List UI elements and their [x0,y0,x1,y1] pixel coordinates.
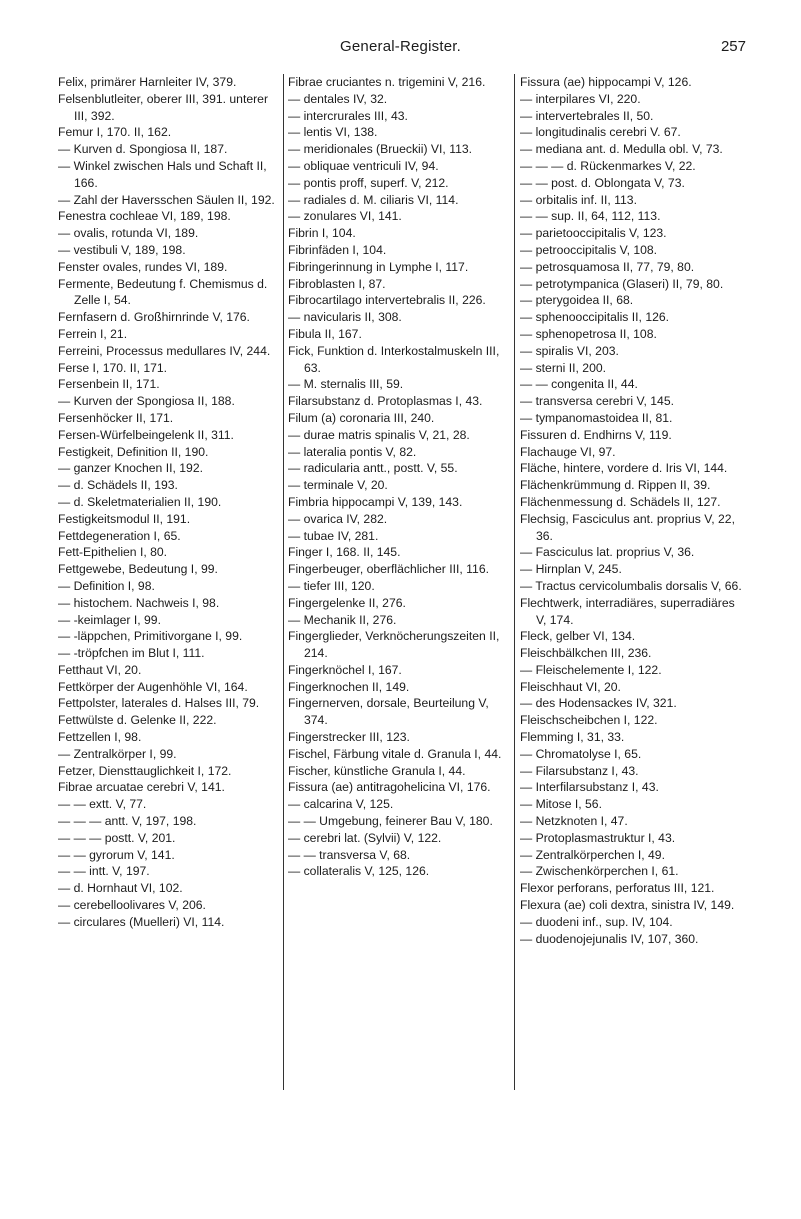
index-entry: Fingerknochen II, 149. [288,679,410,694]
index-entry: — mediana ant. d. Medulla obl. V, 73. [520,142,723,157]
index-entry: Filarsubstanz d. Protoplasmas I, 43. [288,394,483,409]
page-number: 257 [720,38,746,55]
index-entry: — Kurven d. Spongiosa II, 187. [58,142,228,157]
index-entry: — lateralia pontis V, 82. [288,444,417,459]
index-entry: — orbitalis inf. II, 113. [520,192,637,207]
index-entry: — obliquae ventriculi IV, 94. [288,158,439,173]
index-entry: Fissura (ae) hippocampi V, 126. [520,75,692,89]
index-entry: — — — antt. V, 197, 198. [58,814,197,829]
index-entry: — ovalis, rotunda VI, 189. [58,226,199,241]
index-entry: — ovarica IV, 282. [288,511,388,526]
index-entry: Fersen-Würfelbeingelenk II, 311. [58,427,234,442]
index-entry: Flechtwerk, interradiäres, superradiäres V, 174. [520,595,735,627]
index-entry: — zonulares VI, 141. [288,209,402,224]
index-entry: — des Hodensackes IV, 321. [520,696,677,711]
index-entry: Fettkörper der Augenhöhle VI, 164. [58,679,248,694]
index-entry: — circulares (Muelleri) VI, 114. [58,914,225,929]
index-entry: — sphenopetrosa II, 108. [520,326,657,341]
index-entry: — duodeni inf., sup. IV, 104. [520,914,673,929]
column-divider [514,74,515,1090]
index-entry: Felsenblutleiter, oberer III, 391. unterer III, 392. [58,91,269,123]
index-entry: — Tractus cervicolumbalis dorsalis V, 66. [520,578,742,593]
index-entry: — Mitose I, 56. [520,797,602,812]
register-columns [58,74,748,1174]
index-entry: — — post. d. Oblongata V, 73. [520,175,685,190]
index-entry: — Interfilarsubstanz I, 43. [520,780,659,795]
index-entry: Fibringerinnung in Lymphe I, 117. [288,259,469,274]
index-entry: Fetthaut VI, 20. [58,662,142,677]
index-entry: Fermente, Bedeutung f. Chemismus d. Zelle I, 54. [58,276,268,308]
register-column-3 [520,74,742,947]
index-entry: Fingergelenke II, 276. [288,595,406,610]
index-entry: — tubae IV, 281. [288,528,379,543]
index-entry: — tiefer III, 120. [288,578,375,593]
index-entry: Fingerbeuger, oberflächlicher III, 116. [288,562,489,577]
index-entry: — Hirnplan V, 245. [520,562,622,577]
index-entry: — longitudinalis cerebri V. 67. [520,125,681,140]
index-entry: — intercrurales III, 43. [288,108,408,123]
index-entry: — duodenojejunalis IV, 107, 360. [520,931,699,946]
index-entry: Fenster ovales, rundes VI, 189. [58,259,228,274]
index-entry: — — sup. II, 64, 112, 113. [520,209,661,224]
index-entry: Ferrein I, 21. [58,326,128,341]
index-entry: Flechsig, Fasciculus ant. proprius V, 22, 36. [520,511,735,543]
index-entry: Fimbria hippocampi V, 139, 143. [288,494,463,509]
index-entry: — Mechanik II, 276. [288,612,397,627]
index-entry: Fernfasern d. Großhirnrinde V, 176. [58,310,250,325]
index-entry: — — gyrorum V, 141. [58,847,175,862]
index-entry: — Zentralkörper I, 99. [58,746,177,761]
index-entry: — intervertebrales II, 50. [520,108,654,123]
index-entry: — collateralis V, 125, 126. [288,864,430,879]
index-entry: — radicularia antt., postt. V, 55. [288,461,458,476]
page-header [0,38,801,60]
index-entry: Fingerstrecker III, 123. [288,730,410,745]
index-entry: Fenestra cochleae VI, 189, 198. [58,209,231,224]
index-entry: Fettgewebe, Bedeutung I, 99. [58,562,218,577]
index-entry: Flemming I, 31, 33. [520,730,625,745]
index-entry: Fibrinfäden I, 104. [288,242,387,257]
index-entry: Fläche, hintere, vordere d. Iris VI, 144. [520,461,728,476]
index-entry: — calcarina V, 125. [288,797,394,812]
index-entry: Fibrae arcuatae cerebri V, 141. [58,780,225,795]
index-entry: — sterni II, 200. [520,360,607,375]
index-entry: — Zentralkörperchen I, 49. [520,847,665,862]
index-entry: — pterygoidea II, 68. [520,293,634,308]
index-entry: — — intt. V, 197. [58,864,150,879]
index-entry: Fischel, Färbung vitale d. Granula I, 44. [288,746,502,761]
index-entry: Ferse I, 170. II, 171. [58,360,168,375]
index-entry: Flächenkrümmung d. Rippen II, 39. [520,478,711,493]
index-entry: — — — postt. V, 201. [58,830,176,845]
index-entry: Fersenhöcker II, 171. [58,410,174,425]
index-entry: Femur I, 170. II, 162. [58,125,172,140]
index-entry: Fleischbälkchen III, 236. [520,646,652,661]
index-entry: — vestibuli V, 189, 198. [58,242,186,257]
index-entry: Fibrin I, 104. [288,226,356,241]
index-entry: Filum (a) coronaria III, 240. [288,410,435,425]
index-entry: — petrosquamosa II, 77, 79, 80. [520,259,695,274]
index-entry: — Fleischelemente I, 122. [520,662,662,677]
index-entry: Fissuren d. Endhirns V, 119. [520,427,672,442]
index-entry: — — Umgebung, feinerer Bau V, 180. [288,814,493,829]
register-column-1 [58,74,280,931]
index-entry: — petrotympanica (Glaseri) II, 79, 80. [520,276,724,291]
index-entry: — pontis proff, superf. V, 212. [288,175,449,190]
index-entry: — d. Schädels II, 193. [58,478,178,493]
index-entry: — d. Skeletmaterialien II, 190. [58,494,222,509]
index-entry: — Definition I, 98. [58,578,155,593]
index-entry: — M. sternalis III, 59. [288,377,404,392]
index-entry: Fingernerven, dorsale, Beurteilung V, 374. [288,696,489,728]
index-entry: Flachauge VI, 97. [520,444,616,459]
index-entry: — lentis VI, 138. [288,125,378,140]
index-entry: — interpilares VI, 220. [520,91,641,106]
index-entry: Fingerglieder, Verknöcherungszeiten II, 214. [288,629,500,661]
index-entry: — sphenooccipitalis II, 126. [520,310,670,325]
index-entry: — -keimlager I, 99. [58,612,161,627]
index-entry: Fettwülste d. Gelenke II, 222. [58,713,217,728]
index-entry: — — congenita II, 44. [520,377,638,392]
index-entry: Flexor perforans, perforatus III, 121. [520,881,715,896]
index-entry: — navicularis II, 308. [288,310,402,325]
index-entry: — petrooccipitalis V, 108. [520,242,658,257]
index-entry: Fick, Funktion d. Interkostalmuskeln III, 63. [288,343,500,375]
column-divider [283,74,284,1090]
index-entry: Festigkeitsmodul II, 191. [58,511,191,526]
index-entry: — tympanomastoidea II, 81. [520,410,673,425]
index-entry: — -läppchen, Primitivorgane I, 99. [58,629,243,644]
index-entry: — spiralis VI, 203. [520,343,619,358]
index-entry: Fettdegeneration I, 65. [58,528,181,543]
index-entry: — Protoplasmastruktur I, 43. [520,830,676,845]
index-entry: Fett-Epithelien I, 80. [58,545,168,560]
index-entry: Fibroblasten I, 87. [288,276,386,291]
index-entry: — Chromatolyse I, 65. [520,746,642,761]
index-entry: — -tröpfchen im Blut I, 111. [58,646,205,661]
index-entry: — cerebri lat. (Sylvii) V, 122. [288,830,442,845]
index-entry: — — extt. V, 77. [58,797,147,812]
index-entry: Fettpolster, laterales d. Halses III, 79. [58,696,260,711]
index-entry: Ferreini, Processus medullares IV, 244. [58,343,271,358]
index-entry: — — transversa V, 68. [288,847,411,862]
index-entry: Fleck, gelber VI, 134. [520,629,636,644]
index-entry: — meridionales (Brueckii) VI, 113. [288,142,473,157]
index-entry: Fleischhaut VI, 20. [520,679,621,694]
index-entry: — Winkel zwischen Hals und Schaft II, 166. [58,158,267,190]
index-entry: — parietooccipitalis V, 123. [520,226,667,241]
index-entry: — Netzknoten I, 47. [520,814,628,829]
index-entry: Fibula II, 167. [288,326,362,341]
index-entry: — transversa cerebri V, 145. [520,394,674,409]
index-entry: — terminale V, 20. [288,478,388,493]
index-entry: Fleischscheibchen I, 122. [520,713,658,728]
index-entry: — dentales IV, 32. [288,91,388,106]
index-entry: — histochem. Nachweis I, 98. [58,595,220,610]
register-column-2 [288,74,510,880]
index-entry: Fischer, künstliche Granula I, 44. [288,763,466,778]
index-entry: Flexura (ae) coli dextra, sinistra IV, 149. [520,898,735,913]
index-entry: Fibrae cruciantes n. trigemini V, 216. [288,75,486,89]
index-entry: — cerebelloolivares V, 206. [58,898,206,913]
index-entry: Fersenbein II, 171. [58,377,160,392]
index-entry: — — — d. Rückenmarkes V, 22. [520,158,696,173]
index-entry: — durae matris spinalis V, 21, 28. [288,427,470,442]
index-entry: Festigkeit, Definition II, 190. [58,444,209,459]
page-title: General-Register. [340,38,461,55]
index-entry: — radiales d. M. ciliaris VI, 114. [288,192,459,207]
index-entry: — Kurven der Spongiosa II, 188. [58,394,235,409]
index-entry: Fibrocartilago intervertebralis II, 226. [288,293,486,308]
index-entry: Finger I, 168. II, 145. [288,545,401,560]
index-entry: Fettzellen I, 98. [58,730,142,745]
index-entry: Fetzer, Diensttauglichkeit I, 172. [58,763,232,778]
index-entry: — ganzer Knochen II, 192. [58,461,203,476]
index-entry: Fingerknöchel I, 167. [288,662,402,677]
index-entry: — Fasciculus lat. proprius V, 36. [520,545,695,560]
index-entry: Fissura (ae) antitragohelicina VI, 176. [288,780,491,795]
index-entry: — Zwischenkörperchen I, 61. [520,864,679,879]
index-entry: — Filarsubstanz I, 43. [520,763,639,778]
index-entry: — Zahl der Haversschen Säulen II, 192. [58,192,275,207]
index-entry: — d. Hornhaut VI, 102. [58,881,183,896]
index-entry: Felix, primärer Harnleiter IV, 379. [58,75,237,89]
index-entry: Flächenmessung d. Schädels II, 127. [520,494,721,509]
